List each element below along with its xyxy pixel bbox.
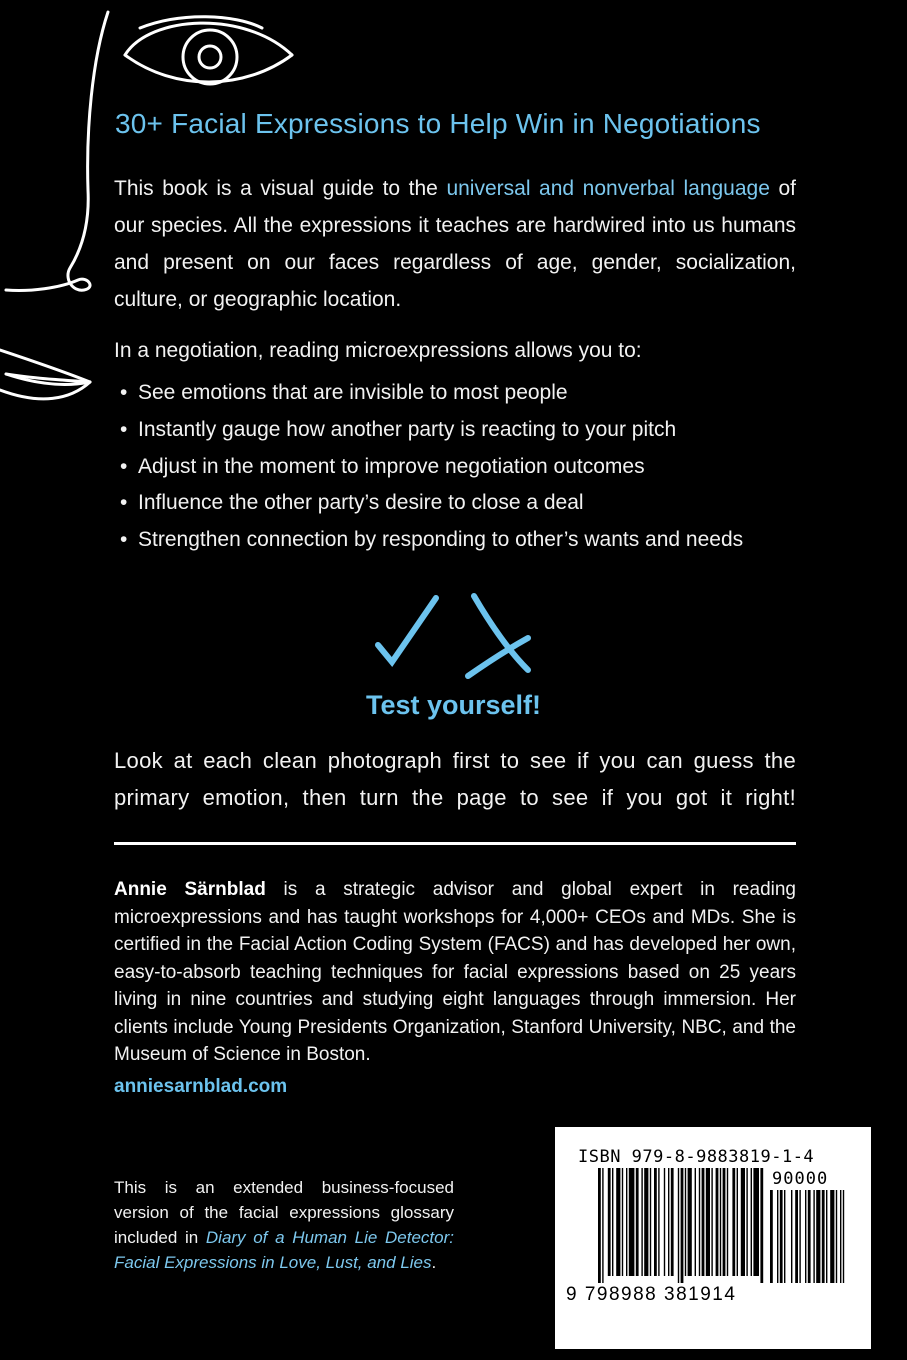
list-item <box>114 488 834 525</box>
barcode-bar <box>629 1168 635 1276</box>
barcode-bar <box>644 1168 648 1276</box>
headline: 30+ Facial Expressions to Help Win in Negotiations <box>115 108 761 139</box>
barcode-addon-bar <box>795 1190 798 1283</box>
barcode-addon-bar <box>816 1190 820 1283</box>
test-yourself-body: Look at each clean photograph first to see if you can guess the primary emotion, then turn the page to see if you got it right! <box>114 748 796 810</box>
barcode-bar <box>699 1168 700 1276</box>
intro-text-end: of our species. All the expressions it teaches are hardwired into us humans and present on our faces regardless of age, gender, socialization, culture, or geographic location. <box>114 177 796 311</box>
barcode-bar <box>751 1168 752 1276</box>
barcode-bar <box>681 1168 684 1283</box>
barcode-bar <box>723 1168 726 1276</box>
barcode-bar <box>737 1168 738 1276</box>
barcode-bar <box>658 1168 659 1276</box>
barcode-addon-bar <box>836 1190 837 1283</box>
check-cross-graphic <box>370 590 540 680</box>
barcode-addon-bar <box>777 1190 778 1283</box>
isbn-digits: 9 798988 381914 <box>566 1284 737 1305</box>
barcode-addon-bar <box>805 1190 806 1283</box>
barcode-addon-bar <box>843 1190 844 1283</box>
barcode-bar <box>654 1168 657 1276</box>
barcode-bar <box>720 1168 721 1276</box>
edition-note-start: This is an extended business-focused version of the facial expressions glossary included in <box>114 1178 454 1247</box>
barcode-bar <box>716 1168 719 1276</box>
list-item-text: Instantly gauge how another party is reacting to your pitch <box>138 417 677 441</box>
barcode-bar <box>602 1168 603 1283</box>
list-item <box>114 415 834 452</box>
bullets-lead: In a negotiation, reading microexpressions allows you to: <box>114 339 642 362</box>
barcode-bar <box>688 1168 692 1276</box>
checkmark-icon <box>378 598 436 662</box>
benefit-list <box>114 378 834 562</box>
list-item-text: Adjust in the moment to improve negotiation outcomes <box>138 454 645 478</box>
author-name: Annie Särnblad <box>114 879 266 900</box>
list-item-text: See emotions that are invisible to most people <box>138 381 568 404</box>
bullet-icon: • <box>120 381 128 404</box>
barcode-addon-bar <box>830 1190 834 1283</box>
source-book-title: Diary of a Human Lie Detector: Facial Expressions in Love, Lust, and Lies <box>114 1228 454 1272</box>
list-item <box>114 452 834 489</box>
bullet-icon: • <box>120 528 128 552</box>
barcode-bar <box>760 1168 763 1283</box>
barcode-addon-bar <box>770 1190 773 1283</box>
barcode-bar <box>753 1168 759 1276</box>
barcode-bar <box>702 1168 705 1276</box>
barcode-bar <box>695 1168 696 1276</box>
barcode-bar <box>650 1168 651 1276</box>
barcode-bar <box>671 1168 674 1276</box>
barcode-bar <box>732 1168 735 1276</box>
barcode-bar <box>746 1168 747 1276</box>
nose-line-icon <box>6 12 108 291</box>
intro-text-start: This book is a visual guide to the <box>114 177 447 200</box>
author-website: anniesarnblad.com <box>114 1076 288 1097</box>
barcode-bar <box>727 1168 728 1276</box>
list-item <box>114 525 834 562</box>
barcode-bar <box>706 1168 710 1276</box>
bullet-icon: • <box>120 491 128 515</box>
barcode-bar <box>711 1168 712 1276</box>
barcode-bar <box>685 1168 686 1276</box>
eye-upper-lid-icon <box>125 23 292 55</box>
list-item-text: Influence the other party’s desire to close a deal <box>138 491 584 515</box>
barcode-bar <box>668 1168 669 1276</box>
barcode-addon-bar <box>780 1190 783 1283</box>
isbn-addon-digits: 90000 <box>772 1169 829 1189</box>
bullet-icon: • <box>120 454 128 478</box>
barcode-addon-bar <box>813 1190 814 1283</box>
barcode-addon-bar <box>791 1190 792 1283</box>
barcode-addon-bar <box>784 1190 785 1283</box>
barcode-bar <box>636 1168 639 1276</box>
barcode-bar <box>616 1168 620 1276</box>
barcode-bar <box>678 1168 679 1283</box>
edition-note <box>114 1175 454 1275</box>
list-item <box>114 378 834 415</box>
edition-note-end: . <box>431 1253 437 1272</box>
barcode-addon-bar <box>822 1190 825 1283</box>
test-yourself-title: Test yourself! <box>365 690 542 720</box>
barcode-bar <box>598 1168 601 1283</box>
barcode-addon-bar <box>808 1190 811 1283</box>
author-bio-text: is a strategic advisor and global expert in reading microexpressions and has taught workshops for 4,000+ CEOs and MDs. She is certified in the Facial Action Coding System (FACS) and has developed her own, easy-to-absorb teaching techniques for facial expressions based on 25 years living in nine countries and studying eight languages through immersion. Her clients include Young Presidents Organization, Stanford University, NBC, and the Museum of Science in Boston. <box>114 879 796 1065</box>
barcode-bar <box>664 1168 665 1276</box>
cross-icon <box>468 596 528 676</box>
barcode-bar <box>612 1168 613 1276</box>
author-bio <box>114 876 796 1069</box>
barcode-bar <box>608 1168 611 1276</box>
bullet-icon: • <box>120 417 128 441</box>
iris-icon <box>183 30 237 84</box>
intro-highlight: universal and nonverbal language <box>446 177 770 200</box>
barcode-bar <box>741 1168 745 1276</box>
isbn-label: ISBN 979-8-9883819-1-4 <box>578 1147 815 1167</box>
list-item-text: Strengthen connection by responding to other’s wants and needs <box>138 528 744 552</box>
pupil-icon <box>199 46 221 68</box>
intro-paragraph <box>114 170 796 318</box>
barcode-bar <box>622 1168 623 1276</box>
barcode-addon-bar <box>799 1190 800 1283</box>
divider <box>114 842 796 845</box>
barcode-bar <box>626 1168 627 1276</box>
barcode-addon-bar <box>840 1190 841 1283</box>
barcode-addon-bar <box>826 1190 827 1283</box>
barcode-bar <box>641 1168 642 1276</box>
